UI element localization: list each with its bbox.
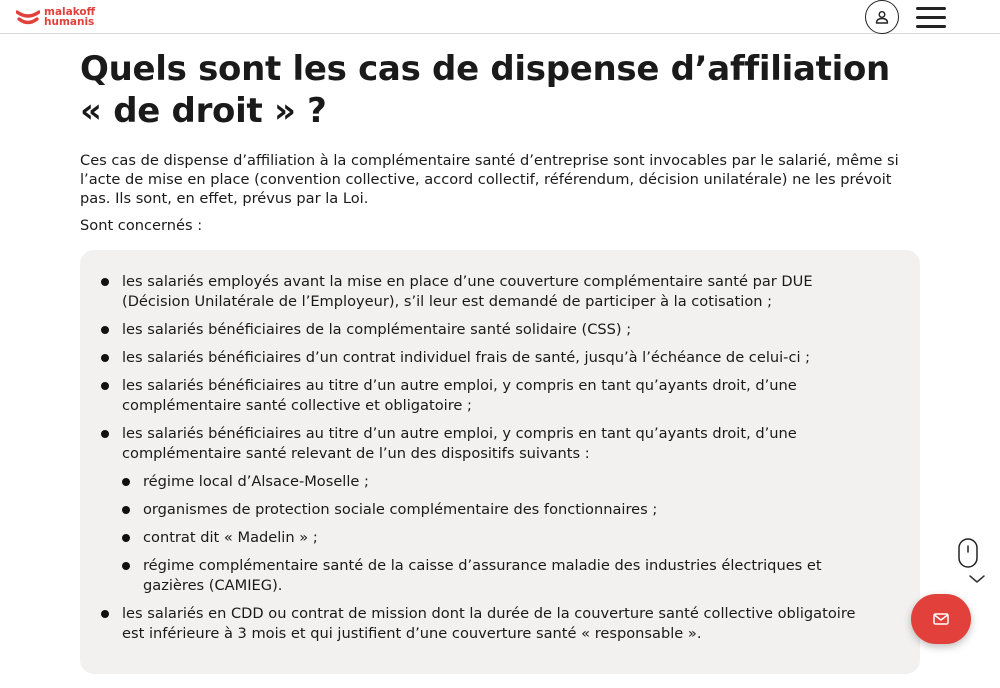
dispense-cases-box [80,250,920,674]
mail-icon [933,613,949,625]
chevron-down-icon [970,576,984,582]
list-item: les salariés en CDD ou contrat de mission dont la durée de la couverture santé collective obligatoire est inférieure à 3 mois et qui justifient d’une couverture santé « responsable ». [80,604,880,644]
logo-smile-icon [16,8,40,26]
list-item: les salariés bénéficiaires d’un contrat individuel frais de santé, jusqu’à l’échéance de celui-ci ; [80,348,880,368]
brand-line-1: malakoff [44,6,96,18]
concerned-label: Sont concernés : [80,217,203,234]
sub-list-item: régime complémentaire santé de la caisse d’assurance maladie des industries électriques et gazières (CAMIEG). [122,556,880,596]
contact-mail-button[interactable] [911,594,971,644]
top-navigation-bar [0,0,1000,34]
hamburger-menu-icon [916,7,946,10]
sub-list-item: régime local d’Alsace-Moselle ; [122,472,880,492]
user-icon [875,10,889,24]
list-item: les salariés employés avant la mise en place d’une couverture complémentaire santé par DUE (Décision Unilatérale de l’Employeur), s’il leur est demandé de participer à la cotisation ; [80,272,880,312]
hamburger-menu-icon [916,16,946,19]
scroll-down-indicator[interactable] [957,538,991,594]
list-item: les salariés bénéficiaires de la complémentaire santé solidaire (CSS) ; [80,320,880,340]
list-item: les salariés bénéficiaires au titre d’un autre emploi, y compris en tant qu’ayants droit, d’une complémentaire santé collective et obligatoire ; [80,376,880,416]
intro-paragraph: Ces cas de dispense d’affiliation à la complémentaire santé d’entreprise sont invocables par le salarié, même si l’acte de mise en place (convention collective, accord collectif, référendum, décision unilatérale) ne les prévoit pas. Ils sont, en effet, prévus par la Loi. [80,152,899,207]
brand-logo[interactable] [16,7,95,27]
mouse-scroll-icon [957,538,991,590]
brand-wordmark [44,7,95,27]
hamburger-menu-icon [916,25,946,28]
sub-list-item: contrat dit « Madelin » ; [122,528,880,548]
hamburger-menu-button[interactable] [916,5,948,31]
page-title: Quels sont les cas de dispense d’affiliation « de droit » ? [80,49,890,131]
sub-list-item: organismes de protection sociale complémentaire des fonctionnaires ; [122,500,880,520]
list-item: les salariés bénéficiaires au titre d’un autre emploi, y compris en tant qu’ayants droit, d’une complémentaire santé relevant de l’un des dispositifs suivants : régime local d’Alsace-Moselle ; organismes de protection sociale complémentaire des fonctionnaires ; contrat dit « Madelin » ; régime complémentaire santé de la caisse d’assurance maladie des industries électriques et gazières (CAMIEG). [80,424,880,596]
account-button[interactable] [865,0,899,34]
dispense-cases-list [80,272,880,652]
dispositifs-sublist [122,472,880,596]
brand-line-2: humanis [44,16,95,28]
